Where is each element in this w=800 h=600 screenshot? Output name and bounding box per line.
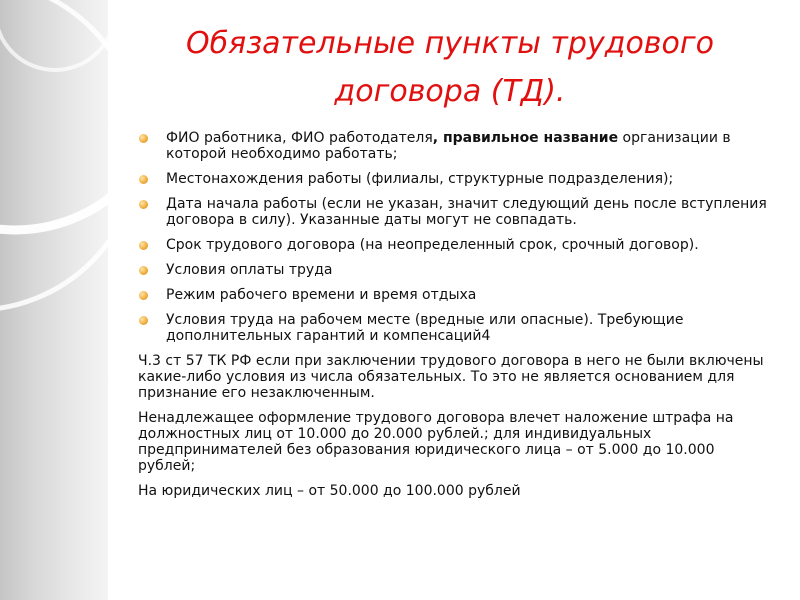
bullet-icon: [139, 200, 148, 209]
bullet-icon: [139, 291, 148, 300]
bullet-item: [138, 237, 768, 253]
bullet-text: Местонахождения работы (филиалы, структурные подразделения);: [166, 171, 674, 187]
bullet-text: Срок трудового договора (на неопределенный срок, срочный договор).: [166, 237, 699, 253]
bullet-text-bold: , правильное название: [432, 130, 619, 146]
slide-title: Обязательные пункты трудового договора (ТД).: [186, 26, 714, 109]
bullet-text: Условия оплаты труда: [166, 262, 333, 278]
bullet-text: организации в которой необходимо работать;: [166, 130, 731, 162]
bullet-icon: [139, 175, 148, 184]
bullet-list: [138, 130, 768, 344]
bullet-item: [138, 130, 768, 162]
bullet-icon: [139, 134, 148, 143]
bullet-text: Условия труда на рабочем месте (вредные или опасные). Требующие дополнительных гарантий и компенсаций4: [166, 312, 684, 344]
bullet-icon: [139, 266, 148, 275]
bullet-item: [138, 312, 768, 344]
slide-content: [138, 130, 768, 508]
bullet-text: Дата начала работы (если не указан, значит следующий день после вступления договора в силу). Указанные даты могут не совпадать.: [166, 196, 767, 228]
paragraph-fines-legal-entities: На юридических лиц – от 50.000 до 100.000 рублей: [138, 483, 521, 499]
bullet-text: ФИО работника, ФИО работодателя: [166, 130, 433, 146]
bullet-text: Режим рабочего времени и время отдыха: [166, 287, 477, 303]
bullet-icon: [139, 316, 148, 325]
paragraph-article-57: Ч.3 ст 57 ТК РФ если при заключении трудового договора в него не были включены какие-либо условия из числа обязательных. То это не является основанием для признание его незаключенным.: [138, 353, 764, 401]
bullet-item: [138, 287, 768, 303]
paragraph-fines-officials: Ненадлежащее оформление трудового договора влечет наложение штрафа на должностных лиц от 10.000 до 20.000 рублей.; для индивидуальных предпринимателей без образования юридического лица – от 5.000 до 10.000 рублей;: [138, 410, 734, 474]
bullet-icon: [139, 241, 148, 250]
bullet-item: [138, 196, 768, 228]
bullet-item: [138, 262, 768, 278]
bullet-item: [138, 171, 768, 187]
